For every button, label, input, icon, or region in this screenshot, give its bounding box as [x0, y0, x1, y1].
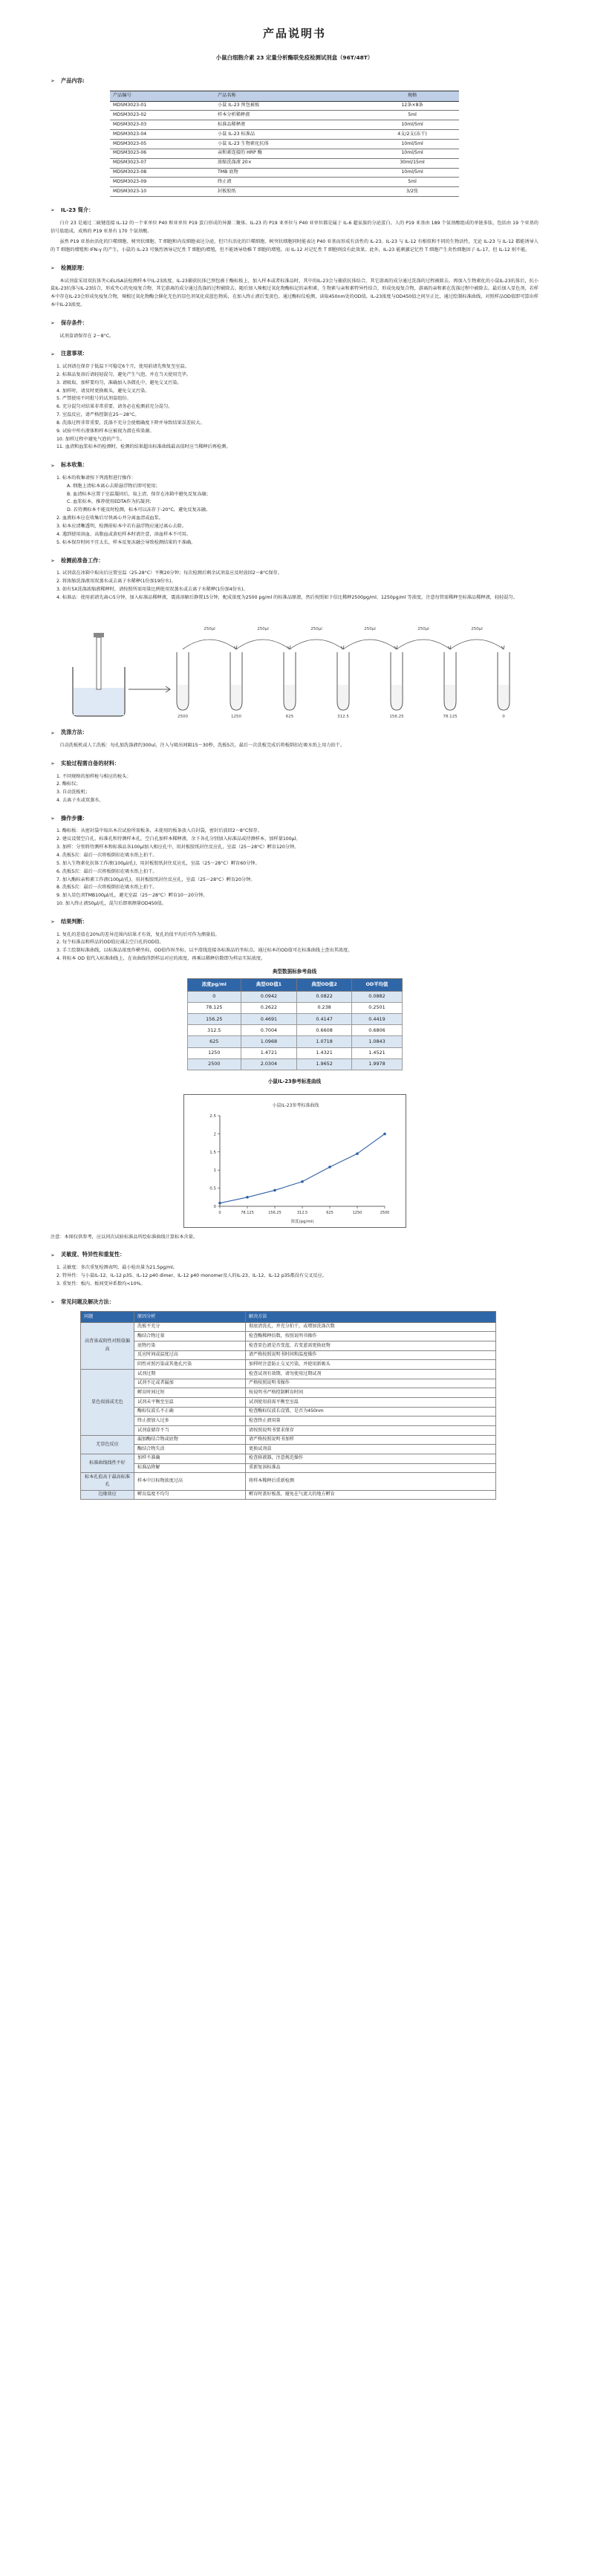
list-item: 3. 重复性：板内、板间变异系数均<10%。	[56, 1281, 146, 1287]
y-tick-label: 2.5	[209, 1113, 216, 1119]
section-heading-wash: ➢ 洗涤方法：	[51, 728, 538, 738]
pipette-icon	[97, 637, 101, 689]
list-item: 3. 请吸取、加样要均匀，准确加入各微孔中，避免交叉污染。	[56, 380, 182, 386]
list-item: 4. 去离子水或双蒸水。	[56, 798, 104, 804]
list-item: 1. 灵敏度：多次重复检测表明，最小检出量为21.5pg/ml。	[56, 1265, 178, 1271]
faq-solution: 请按照说明书要求保存	[246, 1426, 496, 1436]
faq-reason: 孵育温度不均匀	[134, 1490, 246, 1500]
notes-list	[51, 363, 538, 452]
faq-reason: 酶结合物失活	[134, 1445, 246, 1454]
table-row	[187, 1036, 402, 1047]
faq-reason: 试剂未平衡至室温	[134, 1398, 246, 1408]
x-tick-label: 0	[218, 1210, 221, 1215]
list-item: 6. 充分混匀对结果非常重要，请务必在检测前充分混匀。	[56, 404, 173, 410]
arrow-right-icon: ➢	[51, 761, 55, 767]
arrow-right-icon: ➢	[51, 1298, 55, 1305]
table-row	[187, 1014, 402, 1025]
data-point	[246, 1196, 249, 1199]
table-cell: 10ml/5ml	[365, 140, 459, 149]
list-item: 1. 试剂请在保存于低温下可稳定6个月，使用前请先恢复至室温。	[56, 364, 189, 370]
list-item: 3. 标本应清晰透明，检测前标本中若有悬浮物应通过离心去除。	[56, 523, 186, 529]
table-cell: MDSM3023-05	[110, 140, 215, 149]
data-point	[218, 1201, 221, 1204]
table-row	[81, 1379, 496, 1388]
table-row	[81, 1398, 496, 1408]
table-row	[187, 1047, 402, 1058]
tube-liquid	[391, 685, 402, 709]
faq-reason: 酶标仪波长不正确	[134, 1407, 246, 1417]
section-heading-prep: ➢ 检测前准备工作：	[51, 556, 538, 566]
table-cell: 10ml/5ml	[365, 149, 459, 158]
table-cell: 0.0882	[352, 991, 402, 1002]
faq-reason: 底物污染	[134, 1341, 246, 1351]
list-item: 4. 将标本 OD 值代入标准曲线上，在该曲线得到样品对应的浓度，再乘以稀释倍数即为样品实际浓度。	[56, 956, 266, 962]
arrow-right-icon: ➢	[51, 729, 55, 736]
std-table	[187, 978, 403, 1070]
data-point	[383, 1132, 386, 1135]
data-point	[301, 1180, 304, 1183]
doc-title: 产品说明书	[262, 27, 326, 40]
transfer-arrow	[183, 640, 236, 649]
faq-solution: 请严格按照说明书加样	[246, 1435, 496, 1445]
table-cell: 0	[187, 991, 241, 1002]
list-item: 4. 洗板5次：最后一次将板倒扣在吸水纸上拍干。	[56, 853, 157, 859]
section-heading-notes: ➢ 注意事项：	[51, 349, 538, 359]
data-point	[328, 1165, 331, 1168]
faq-solution: 彻底清洗孔，并充分拍干，或增加洗涤次数	[246, 1322, 496, 1332]
table-cell: MDSM3023-07	[110, 158, 215, 168]
table-cell: 小鼠 IL-23 生物素化抗体	[215, 140, 365, 149]
list-item: 10. 加入终止液50μl/孔，混匀后即刻测量OD450值。	[56, 901, 166, 907]
table-row	[81, 1463, 496, 1473]
table-row	[81, 1332, 496, 1341]
faq-solution: 检查终止液用量	[246, 1417, 496, 1426]
section-heading-steps: ➢ 操作步骤：	[51, 814, 538, 824]
table-row	[81, 1435, 496, 1445]
wash-paragraph: 自动洗板机或人工洗板：每孔加洗涤液约300ul，注入与吸出间隔15～30秒，洗板5次。最后一次洗板完成后将板倒扣在吸水纸上用力拍干。	[59, 743, 345, 749]
table-row	[81, 1426, 496, 1436]
table-cell: 30ml/15ml	[365, 158, 459, 168]
section-heading-results: ➢ 结果判断：	[51, 917, 538, 927]
section-heading-sample: ➢ 标本收集：	[51, 461, 538, 470]
faq-table	[80, 1311, 496, 1500]
table-cell: 小鼠 IL-23 预包被板	[215, 101, 365, 111]
table-cell: 0.238	[296, 1002, 352, 1013]
beaker-liquid	[74, 688, 124, 715]
transfer-volume-label: 250μl	[310, 627, 322, 632]
table-cell: 2.0304	[241, 1058, 297, 1070]
products-header: 规格	[365, 91, 459, 101]
list-item: 2. 标准品复溶后请轻轻混匀，避免产生气泡，并在当天使用完毕。	[56, 371, 192, 377]
tube-label: 2500	[178, 715, 188, 720]
list-item: 2. 将浓缩洗涤液用双蒸水或去离子水稀释(1份加19份水)。	[56, 578, 176, 584]
transfer-arrow	[236, 640, 290, 649]
table-cell: 0.4419	[352, 1014, 402, 1025]
table-cell: 0.7004	[241, 1025, 297, 1036]
prep-list	[51, 570, 538, 602]
table-cell: 0.0822	[296, 991, 352, 1002]
std-header: 典型OD值1	[241, 979, 297, 991]
table-cell: 78.125	[187, 1002, 241, 1013]
arrow-right-icon: ➢	[51, 265, 55, 272]
table-cell: 亲和素连接的 HRP 酶	[215, 149, 365, 158]
table-cell: 1.4521	[352, 1047, 402, 1058]
table-cell: 1250	[187, 1047, 241, 1058]
faq-reason: 试剂不足或者漏加	[134, 1379, 246, 1388]
faq-problem: 无显色反应	[81, 1435, 134, 1454]
tube-label: 0	[502, 715, 505, 720]
table-cell: 1.9978	[352, 1058, 402, 1070]
list-item: D. 若待测标本不能及时检测，标本可以冻存于-20°C，避免反复冻融。	[67, 507, 211, 513]
table-cell: TMB 底物	[215, 168, 365, 178]
list-item: 4. 加样时，请及时更换吸头，避免交叉污染。	[56, 388, 150, 394]
faq-solution: 检查酶标仪波长设置，是否为450nm	[246, 1407, 496, 1417]
x-tick-label: 2500	[380, 1210, 389, 1215]
list-item: B. 血清标本应置于室温凝固后，取上清，保存在冰箱中避免反复冻融；	[67, 491, 211, 497]
table-cell: MDSM3023-02	[110, 111, 215, 120]
list-item: 3. 手工绘制标准曲线，以标准品浓度作横坐标，OD值作纵坐标，以平滑线连接各标准品的坐标点。通过标本的OD值可在标准曲线上查出其浓度。	[56, 948, 353, 954]
faq-reason: 加样不准确	[134, 1454, 246, 1463]
x-tick-label: 312.5	[296, 1210, 307, 1215]
table-cell: 0.0942	[241, 991, 297, 1002]
series-line	[220, 1133, 385, 1203]
list-item: 4. 标准品：使用前请先离心5分钟，加入标准品稀释液，震荡溶解后静置15分钟，配成浓度为2500 pg/ml 的标准品原液，然后按照如下倍比稀释2500pg/ml、1250pg/ml 等浓度，注意每管需稀释至标准品稀释液，轻轻混匀。	[56, 594, 518, 600]
table-cell: 小鼠 IL-23 标准品	[215, 130, 365, 140]
table-row	[110, 140, 459, 149]
table-cell: 0.4147	[296, 1014, 352, 1025]
transfer-arrow	[397, 640, 450, 649]
section-heading-intro: ➢ IL-23 简介：	[51, 206, 538, 215]
table-row	[81, 1445, 496, 1454]
table-row	[81, 1490, 496, 1500]
transfer-volume-label: 250μl	[257, 627, 269, 632]
table-row	[110, 111, 459, 120]
table-cell: 0.6608	[296, 1025, 352, 1036]
table-row	[187, 991, 402, 1002]
section-heading-faq: ➢ 常见问题及解决方法：	[51, 1298, 538, 1307]
tube-liquid	[445, 685, 455, 709]
section-heading-principle: ➢ 检测原理：	[51, 264, 538, 273]
chart-svg	[184, 1095, 407, 1229]
table-cell: MDSM3023-04	[110, 130, 215, 140]
list-item: 9. 加入显色剂TMB100μl/孔，避光室温（25～28°C）孵育10～20分钟。	[56, 893, 208, 899]
intro-paragraph: 白介 23 是通过二硫键连接 IL-12 的一个亚单位 P40 和亚单位 P19 蛋白形成的异源二聚体。IL-23 的 P19 亚单位与 P40 亚单位都是属于 IL-6 超家族的分泌蛋白。人的 P19 亚基由 189 个氨基酸组成的单链多肽，包括由 19 个亚基的信号肽组成。成熟的 P19 亚基有 170 个氨基酸。	[51, 220, 538, 234]
table-cell: 1.9652	[296, 1058, 352, 1070]
table-cell: 终止液	[215, 178, 365, 187]
table-cell: 5ml	[365, 178, 459, 187]
list-item: 2. 酶标仪；	[56, 781, 81, 787]
faq-reason: 试剂盒储存不当	[134, 1426, 246, 1436]
transfer-volume-label: 250μl	[204, 627, 215, 632]
arrow-right-icon: ➢	[51, 207, 55, 214]
list-item: 5. 加入生物素化抗体工作液(100μl/孔)，用封板胶纸封住反应孔，室温（25～28°C）孵育60分钟。	[56, 860, 260, 866]
faq-header: 原因分析	[134, 1312, 246, 1323]
arrow-head-icon	[501, 645, 504, 649]
list-item: A. 细胞上清标本离心去除悬浮物后即可使用；	[67, 483, 160, 489]
section-heading-contents: ➢ 产品内容:	[51, 77, 538, 86]
std-header: 浓度pg/ml	[187, 979, 241, 991]
table-cell: MDSM3023-03	[110, 120, 215, 130]
table-row	[81, 1407, 496, 1417]
faq-solution: 检查移液器，注意规范操作	[246, 1454, 496, 1463]
table-row	[110, 130, 459, 140]
results-note: 注意：本图仅供参考，应以同次试验标准品所绘标准曲线计算标本含量。	[51, 1234, 198, 1240]
faq-reason: 终止液加入过多	[134, 1417, 246, 1426]
list-item: 2. 建议设置空白孔、标准孔和待测样本孔，空白孔加样本稀释液，余下各孔分别加入标准品或待测样本，加样量100μl。	[56, 836, 301, 842]
table-cell: 10ml/5ml	[365, 168, 459, 178]
table-cell: 0.2501	[352, 1002, 402, 1013]
faq-solution: 严格按照说明书操作	[246, 1379, 496, 1388]
table-row	[110, 120, 459, 130]
faq-solution: 检查显色液是否变蓝，若变蓝需更换底物	[246, 1341, 496, 1351]
table-cell: 2500	[187, 1058, 241, 1070]
faq-solution: 检查酶稀释倍数，按照说明书操作	[246, 1332, 496, 1341]
section-heading-storage: ➢ 保存条件：	[51, 319, 538, 328]
table-cell: MDSM3023-01	[110, 101, 215, 111]
products-table	[110, 91, 459, 197]
tube-label: 625	[285, 715, 294, 720]
table-cell: MDSM3023-09	[110, 178, 215, 187]
list-item: 10. 加样过程中避免气泡的产生。	[56, 436, 126, 442]
table-row	[81, 1473, 496, 1490]
list-item: 3. 自动洗板机；	[56, 790, 90, 796]
table-row	[187, 1058, 402, 1070]
list-item: 5. 严禁使用不同批号的试剂盒组份。	[56, 396, 131, 402]
faq-problem: 高背景或阴性对照值偏高	[81, 1322, 134, 1369]
table-cell: 1.0718	[296, 1036, 352, 1047]
y-tick-label: 0	[213, 1204, 216, 1209]
list-item: 7. 加入酶标亲和素工作液(100μl/孔)，用封板胶纸封住反应孔，室温（25～28°C）孵育20分钟。	[56, 876, 256, 882]
list-item: C. 血浆标本，推荐使用EDTA作为抗凝剂；	[67, 499, 154, 505]
arrow-right-icon: ➢	[51, 320, 55, 327]
intro-paragraph: 虽然 P19 亚基由活化的巨噬细胞、树突状细胞、T 细胞和内皮细胞表达分泌，但只有活化的巨噬细胞、树突状细胞同时能表达 P40 亚基而形成有活性的 IL-23。IL-23 与 IL-12 有相似和不同的生物活性，无论 IL-23 与 IL-12 都能诱导人的 T 细胞的增殖和 IFN-γ 的产生，小鼠的 IL-23 可强烈诱导记忆性 T 细胞的增殖，但不能诱导幼稚 T 细胞的增殖。而 IL-12 对记忆性 T 细胞则没有此效果。此外，IL-23 能刺激记忆性 T 细胞产生炎性细胞因子 IL-17，但 IL-12 则不能。	[51, 239, 538, 253]
table-cell: 0.4691	[241, 1014, 297, 1025]
table-cell: 1.0968	[241, 1036, 297, 1047]
doc-subtitle: 小鼠白细胞介素 23 定量分析酶联免疫检测试剂盒（96T/48T）	[215, 54, 374, 62]
chart-title: 小鼠IL-23参考标准曲线	[267, 1079, 322, 1085]
faq-problem: 显色很弱或无色	[81, 1370, 134, 1436]
list-item: 1. 酶标板：从密封袋中取出本次试验所需板条，未使用的板条放入自封袋，密封后放回2～8°C保存。	[56, 828, 262, 834]
tube-liquid	[178, 685, 188, 709]
faq-solution: 试剂使用前需平衡至室温	[246, 1398, 496, 1408]
std-table-title: 典型数据标参考曲线	[272, 968, 317, 975]
x-tick-label: 1250	[352, 1210, 362, 1215]
x-axis-label: 浓度(pg/ml)	[290, 1219, 314, 1224]
list-item: 2. 每个标准品和样品的OD值应减去空白孔的OD值。	[56, 940, 164, 946]
faq-reason: 反应时间或温度过高	[134, 1350, 246, 1360]
products-header: 产品名称	[215, 91, 365, 101]
data-point	[273, 1188, 276, 1191]
table-row	[81, 1370, 496, 1379]
faq-reason: 酶结合物过量	[134, 1332, 246, 1341]
steps-list	[51, 827, 538, 908]
table-cell: 封板胶纸	[215, 187, 365, 197]
dilution-svg	[51, 608, 538, 719]
table-cell: 312.5	[187, 1025, 241, 1036]
chart-inner-title: 小鼠IL-23参考标准曲线	[272, 1102, 319, 1108]
list-item: 1. 标本的收集请按下列流程进行操作：	[56, 475, 136, 481]
faq-reason: 孵育时间过短	[134, 1388, 246, 1398]
arrow-right-icon: ➢	[51, 1252, 55, 1258]
tube-label: 156.25	[389, 715, 404, 720]
list-item: 2. 特异性：与小鼠IL-12、IL-12 p35、IL-12 p40 dimer、IL-12 p40 monomer及人的IL-23、IL-12、IL-12 p35都没有交叉反应。	[56, 1272, 327, 1278]
tube-label: 1250	[231, 715, 241, 720]
transfer-arrow	[290, 640, 343, 649]
faq-header: 解决方法	[246, 1312, 496, 1323]
table-row	[81, 1341, 496, 1351]
table-row	[81, 1322, 496, 1332]
faq-reason: 标准品降解	[134, 1463, 246, 1473]
y-tick-label: 1	[213, 1168, 216, 1173]
section-heading-sensitivity: ➢ 灵敏度、特异性和重复性：	[51, 1250, 538, 1260]
transfer-volume-label: 250μl	[471, 627, 483, 632]
faq-solution: 检查试剂有效期，请勿使用过期试剂	[246, 1370, 496, 1379]
faq-solution: 加样时注意防止交叉污染，并使用新吸头	[246, 1360, 496, 1370]
table-cell: 3/2张	[365, 187, 459, 197]
std-header: 典型OD值2	[296, 979, 352, 991]
transfer-volume-label: 250μl	[364, 627, 376, 632]
table-cell: 5ml	[365, 111, 459, 120]
arrow-right-icon: ➢	[51, 351, 55, 357]
table-row	[187, 1025, 402, 1036]
transfer-arrow	[450, 640, 504, 649]
table-row	[110, 158, 459, 168]
table-row	[81, 1454, 496, 1463]
results-list	[51, 931, 538, 963]
table-row	[81, 1350, 496, 1360]
table-cell: 1.4321	[296, 1047, 352, 1058]
sensitivity-list	[51, 1264, 538, 1289]
list-item: 2. 血液标本应在收集后尽快离心并分离血清或血浆。	[56, 515, 163, 521]
faq-reason: 阴性对照污染或其他孔污染	[134, 1360, 246, 1370]
tube-label: 78.125	[443, 715, 458, 720]
storage-paragraph: 试剂盒请保存在 2～8°C。	[59, 333, 114, 339]
table-cell: 1.4721	[241, 1047, 297, 1058]
table-cell: 浓缩洗涤液 20×	[215, 158, 365, 168]
tube-label: 312.5	[337, 715, 349, 720]
pipette-head	[94, 633, 104, 637]
faq-solution: 将样本稀释后重新检测	[246, 1473, 496, 1490]
table-cell: 4支/2支(冻干)	[365, 130, 459, 140]
faq-reason: 样本中目标物浓度过高	[134, 1473, 246, 1490]
y-tick-label: 1.5	[209, 1150, 216, 1155]
table-cell: MDSM3023-08	[110, 168, 215, 178]
faq-reason: 洗板不充分	[134, 1322, 246, 1332]
tube-liquid	[338, 685, 348, 709]
y-tick-label: 2	[213, 1131, 216, 1136]
arrow-right-icon: ➢	[51, 462, 55, 469]
faq-header: 问题	[81, 1312, 134, 1323]
table-cell: 156.25	[187, 1014, 241, 1025]
list-item: 3. 如有5X洗涤浓缩液稀释时，请按照所需用量比例使用双蒸水或去离子水稀释(1份加4份水)。	[56, 586, 248, 592]
data-point	[356, 1152, 359, 1155]
sample-list	[51, 475, 538, 547]
table-row	[187, 1002, 402, 1013]
principle-paragraph: 本试剂盒采用双抗体夹心ELISA法检测样本中IL-23浓度。IL-23捕获抗体已预包被于酶标板上，加入样本或者标准品时，其中的IL-23会与捕获抗体结合，其它游离的成分通过洗涤的过程被除去。再加入生物素化的小鼠IL-23抗体后，抗小鼠IL-23抗体与IL-23结合，形成夹心的免疫复合物，其它游离的成分通过洗涤的过程被除去。随后加入辣根过氧化物酶标记的亲和素，生物素与亲和素特异性结合，形成免疫复合物，游离的亲和素在洗涤过程中被除去。最后加入显色剂，若样本中存在IL-23会形成免疫复合物，辣根过氧化物酶会催化无色的显色剂氧化成蓝色物质，在加入终止液后变黄色。通过酶标仪检测，读取450nm处的OD值，IL-23浓度与OD450值之间呈正比，通过绘制标准曲线，对照样品OD值即可算出样本中IL-23浓度。	[51, 278, 538, 308]
tube-liquid	[284, 685, 295, 709]
list-item: 1. 试剂盒在冰箱中取出后应置室温（25-28°C）平衡20分钟；每次检测后剩余试剂盒应及时放回2～8°C保存。	[56, 570, 282, 576]
table-cell: 10ml/5ml	[365, 120, 459, 130]
faq-solution: 请严格按照说明书时间和温度操作	[246, 1350, 496, 1360]
list-item: 11. 血清和血浆标本的检测时，检测的结果超出标准曲线最高值时应当稀释后再检测。	[56, 444, 231, 450]
list-item: 5. 标本保存时间不宜太长，样本反复冻融会导致检测结果的不准确。	[56, 539, 196, 545]
faq-solution: 按说明书严格控制孵育时间	[246, 1388, 496, 1398]
arrow-right-icon: ➢	[51, 78, 55, 85]
list-item: 8. 洗涤过程非常重要，洗涤不充分会使精确度下降并导致结果误差较大。	[56, 420, 205, 426]
y-tick-label: 0.5	[209, 1186, 216, 1191]
faq-solution: 更换试剂盒	[246, 1445, 496, 1454]
faq-problem: 标本孔值高于最高标准孔	[81, 1473, 134, 1490]
arrow-right-icon: ➢	[51, 816, 55, 822]
table-row	[81, 1417, 496, 1426]
arrow-right-icon: ➢	[51, 919, 55, 926]
table-row	[110, 101, 459, 111]
table-cell: 12条×8条	[365, 101, 459, 111]
tube-liquid	[231, 685, 241, 709]
list-item: 1. 不同规格的加样枪与相应的枪头；	[56, 773, 131, 779]
list-item: 3. 加样：分别将待测样本和标准品各100μl加入相应孔中，用封板胶纸封住反应孔，室温（25～28°C）孵育120分钟。	[56, 845, 299, 850]
table-row	[81, 1388, 496, 1398]
table-cell: 625	[187, 1036, 241, 1047]
list-item: 4. 遇到使用溶血、高脂血或黄疸样本时请注意，溶血样本不可用。	[56, 531, 192, 537]
table-cell: 样本分析稀释液	[215, 111, 365, 120]
transfer-volume-label: 250μl	[417, 627, 429, 632]
materials-list	[51, 773, 538, 805]
table-cell: 0.6806	[352, 1025, 402, 1036]
transfer-arrow	[343, 640, 397, 649]
list-item: 8. 洗板5次：最后一次将板倒扣在吸水纸上拍干。	[56, 885, 157, 891]
std-header: OD平均值	[352, 979, 402, 991]
section-heading-materials: ➢ 实验过程需自备的材料：	[51, 759, 538, 769]
standard-curve-chart	[183, 1094, 406, 1228]
table-cell: 1.0843	[352, 1036, 402, 1047]
tube-liquid	[498, 685, 509, 709]
table-row	[110, 168, 459, 178]
dilution-diagram	[51, 608, 538, 719]
faq-solution: 孵育时盖好板盖，避免在气流大的地方孵育	[246, 1490, 496, 1500]
faq-problem: 边缘效应	[81, 1490, 134, 1500]
table-row	[81, 1360, 496, 1370]
faq-reason: 试剂过期	[134, 1370, 246, 1379]
x-tick-label: 625	[325, 1210, 333, 1215]
list-item: 6. 洗板5次：最后一次将板倒扣在吸水纸上拍干。	[56, 868, 157, 874]
table-cell: MDSM3023-10	[110, 187, 215, 197]
table-row	[110, 178, 459, 187]
x-tick-label: 78.125	[240, 1210, 254, 1215]
arrow-right-icon: ➢	[51, 557, 55, 564]
table-cell: 标准品稀释液	[215, 120, 365, 130]
list-item: 7. 室温反应，请严格控制在25～28°C。	[56, 412, 140, 418]
table-cell: 0.2622	[241, 1002, 297, 1013]
faq-problem: 标准曲线线性不好	[81, 1454, 134, 1472]
list-item: 1. 复孔的差值在20%的差异范围内结果才有效，复孔的值平均后可作为测量值。	[56, 931, 220, 937]
table-row	[110, 187, 459, 197]
x-tick-label: 156.25	[267, 1210, 282, 1215]
table-row	[110, 149, 459, 158]
faq-solution: 重新复溶标准品	[246, 1463, 496, 1473]
table-cell: MDSM3023-06	[110, 149, 215, 158]
faq-reason: 漏加酶结合物或底物	[134, 1435, 246, 1445]
products-header: 产品编号	[110, 91, 215, 101]
list-item: 9. 试验中所有液体和样本应被视为潜在传染源。	[56, 428, 154, 434]
